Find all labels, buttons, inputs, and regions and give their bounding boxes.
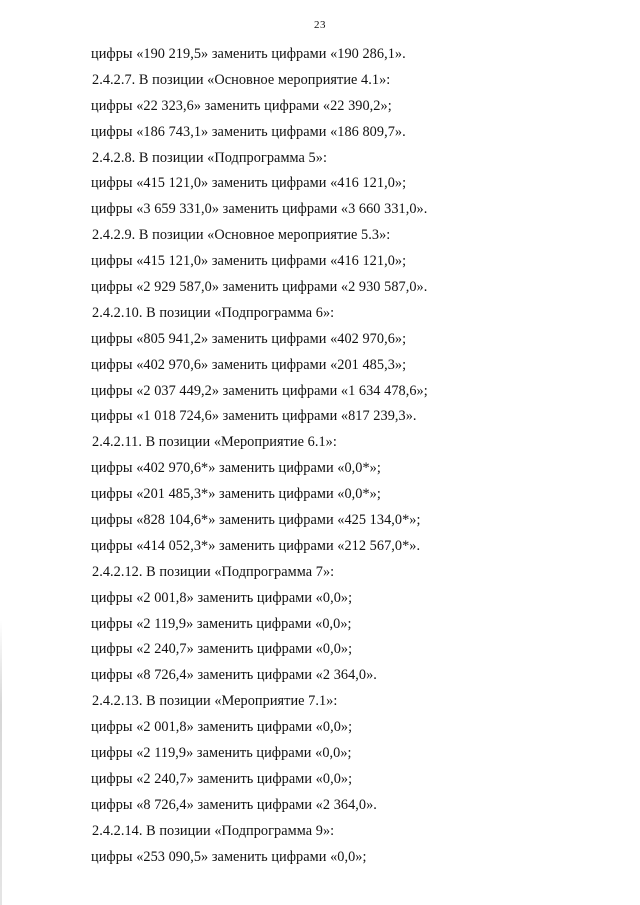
amendment-line: цифры «414 052,3*» заменить цифрами «212 567,0*». [91, 537, 421, 554]
amendment-line: цифры «22 323,6» заменить цифрами «22 390,2»; [91, 97, 392, 114]
amendment-line: цифры «3 659 331,0» заменить цифрами «3 660 331,0». [91, 201, 428, 218]
amendment-line: цифры «2 001,8» заменить цифрами «0,0»; [91, 589, 353, 606]
page-number: 23 [314, 19, 326, 31]
amendment-line: цифры «415 121,0» заменить цифрами «416 121,0»; [91, 253, 407, 270]
section-heading: 2.4.2.13. В позиции «Мероприятие 7.1»: [92, 693, 338, 710]
scan-edge-shadow [0, 620, 2, 905]
section-heading: 2.4.2.10. В позиции «Подпрограмма 6»: [92, 304, 335, 321]
amendment-list [0, 42, 640, 871]
amendment-line: цифры «8 726,4» заменить цифрами «2 364,0». [91, 667, 377, 684]
section-heading: 2.4.2.9. В позиции «Основное мероприятие 5.3»: [92, 227, 391, 244]
amendment-line: цифры «2 001,8» заменить цифрами «0,0»; [91, 719, 353, 736]
amendment-line: цифры «186 743,1» заменить цифрами «186 809,7». [91, 123, 406, 140]
amendment-line: цифры «201 485,3*» заменить цифрами «0,0*»; [91, 486, 381, 503]
amendment-line: цифры «805 941,2» заменить цифрами «402 970,6»; [91, 330, 407, 347]
amendment-line: цифры «2 240,7» заменить цифрами «0,0»; [91, 770, 353, 787]
amendment-line: цифры «2 240,7» заменить цифрами «0,0»; [91, 641, 353, 658]
amendment-line: цифры «8 726,4» заменить цифрами «2 364,0». [91, 796, 377, 813]
amendment-line: цифры «2 119,9» заменить цифрами «0,0»; [91, 615, 352, 632]
section-heading: 2.4.2.11. В позиции «Мероприятие 6.1»: [92, 434, 337, 451]
amendment-line: цифры «402 970,6*» заменить цифрами «0,0*»; [91, 460, 381, 477]
section-heading: 2.4.2.8. В позиции «Подпрограмма 5»: [92, 149, 327, 166]
section-heading: 2.4.2.12. В позиции «Подпрограмма 7»: [92, 563, 335, 580]
amendment-line: цифры «190 219,5» заменить цифрами «190 286,1». [91, 46, 406, 62]
amendment-line: цифры «2 929 587,0» заменить цифрами «2 930 587,0». [91, 279, 428, 296]
amendment-line: цифры «415 121,0» заменить цифрами «416 121,0»; [91, 175, 407, 192]
amendment-line: цифры «253 090,5» заменить цифрами «0,0»; [91, 848, 367, 865]
amendment-line: цифры «828 104,6*» заменить цифрами «425 134,0*»; [91, 512, 421, 529]
section-heading: 2.4.2.7. В позиции «Основное мероприятие 4.1»: [92, 71, 391, 88]
section-heading: 2.4.2.14. В позиции «Подпрограмма 9»: [92, 822, 335, 839]
amendment-line: цифры «1 018 724,6» заменить цифрами «817 239,3». [91, 408, 417, 425]
amendment-line: цифры «2 119,9» заменить цифрами «0,0»; [91, 745, 352, 762]
amendment-line: цифры «2 037 449,2» заменить цифрами «1 634 478,6»; [91, 382, 428, 399]
amendment-line: цифры «402 970,6» заменить цифрами «201 485,3»; [91, 356, 407, 373]
